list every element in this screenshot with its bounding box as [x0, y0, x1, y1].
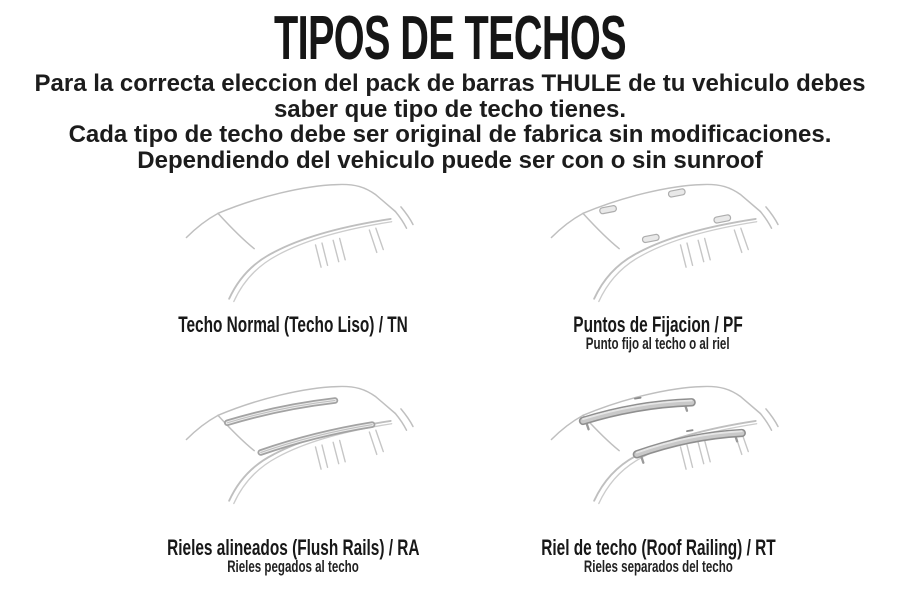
- roof-type-label-pf: Puntos de Fijacion / PF: [573, 312, 743, 337]
- roof-type-label-tn: Techo Normal (Techo Liso) / TN: [178, 312, 408, 337]
- page-title: TIPOS DE TECHOS: [274, 4, 626, 73]
- roof-type-label-ra: Rieles alineados (Flush Rails) / RA: [167, 535, 420, 560]
- roof-type-card-pf: [478, 174, 838, 353]
- roof-illustration-flush-rails: [179, 376, 439, 516]
- roof-type-label-rt: Riel de techo (Roof Railing) / RT: [540, 535, 776, 560]
- flush-rails: [227, 401, 372, 453]
- intro-line-2: Cada tipo de techo debe ser original de fabrica sin modificaciones.: [68, 121, 832, 148]
- intro-line-3: Dependiendo del vehiculo puede ser con o sin sunroof: [137, 146, 763, 174]
- fixation-pads: [599, 188, 731, 243]
- roof-type-sublabel-rt: Rieles separados del techo: [583, 558, 733, 576]
- intro-text: [0, 71, 900, 173]
- roof-illustration-raised-rails: [544, 376, 804, 516]
- roof-type-card-rt: [478, 376, 838, 576]
- roof-type-sublabel-pf: Punto fijo al techo o al riel: [586, 335, 730, 353]
- roof-illustration-fixpoints: [544, 174, 804, 314]
- intro-line-1: Para la correcta eleccion del pack de barras THULE de tu vehiculo debes saber que tipo de techo tienes.: [34, 70, 866, 123]
- roof-type-card-ra: [113, 376, 473, 576]
- roof-type-card-tn: [113, 174, 473, 353]
- roof-type-sublabel-ra: Rieles pegados al techo: [227, 558, 359, 576]
- roof-illustration-normal-roof: [179, 174, 439, 314]
- raised-railings: [583, 398, 742, 463]
- roof-type-sublabel-tn: [113, 336, 473, 353]
